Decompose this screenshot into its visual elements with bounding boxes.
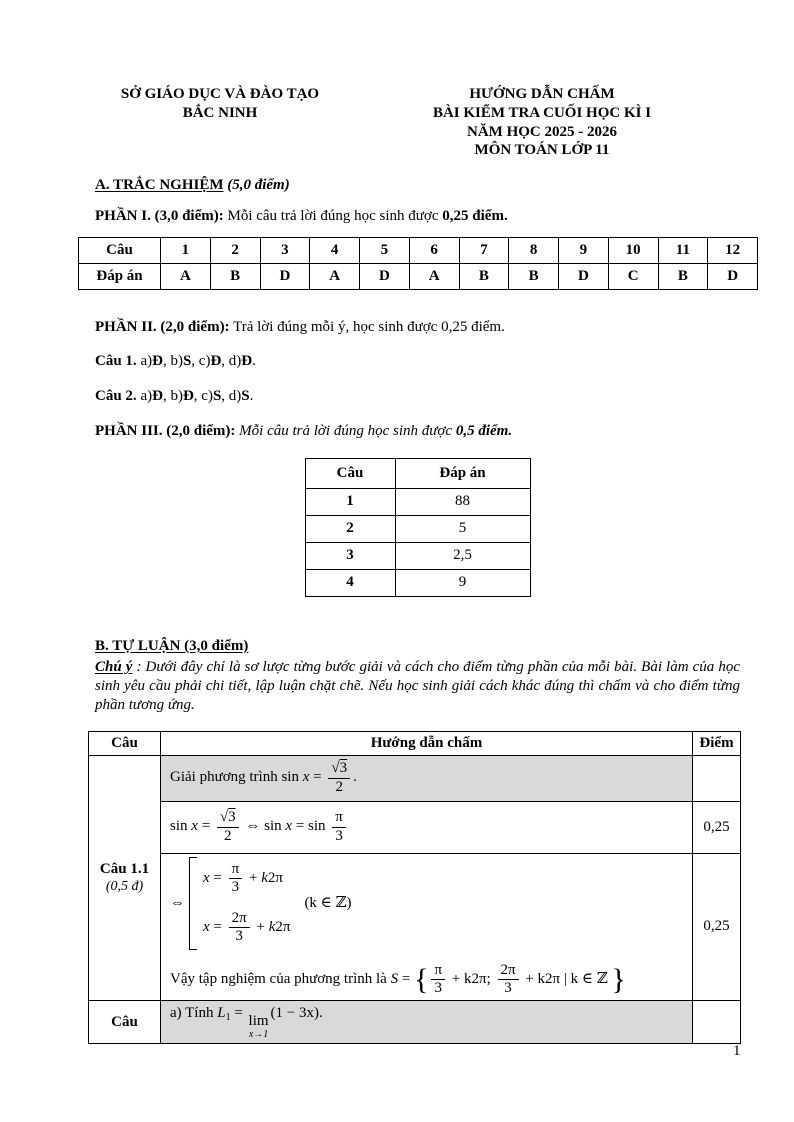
grading-header-cau: Câu: [89, 731, 161, 755]
math-2pi: 2π: [267, 869, 283, 886]
mc-question-row: [79, 237, 758, 263]
fraction-denominator: 3: [504, 979, 512, 996]
math-equals: =: [309, 769, 326, 786]
part3-answer-table: [305, 458, 531, 597]
mc-answer-cell: B: [509, 263, 559, 289]
cau2-c-value: S: [212, 388, 222, 404]
math-equals: =: [230, 1005, 247, 1021]
math-equals: =: [197, 818, 214, 835]
mc-answer-row: [79, 263, 758, 289]
question-points: (0,5 đ): [105, 879, 144, 895]
math-sin: sin: [281, 769, 303, 786]
math-subscript-1: 1: [225, 1012, 231, 1023]
fraction-denominator: 3: [434, 979, 442, 996]
set-tail-2: + k2π | k ∈ ℤ: [521, 970, 612, 987]
part3-question-cell: 1: [305, 488, 395, 515]
math-var-x: x: [285, 818, 293, 835]
fraction-2pi-over-3: [498, 962, 519, 998]
mc-row-header: Câu: [79, 237, 161, 263]
mc-question-cell: 11: [658, 237, 708, 263]
cau1-d-value: Đ: [241, 353, 253, 370]
math-var-k: k: [268, 919, 276, 936]
mc-question-cell: 1: [161, 237, 211, 263]
iff-symbol: ⇔: [241, 818, 265, 835]
points-cell-empty: [693, 755, 741, 801]
radicand: 3: [339, 760, 348, 777]
part3-header-row: [305, 458, 530, 488]
note-label: Chú ý: [95, 659, 133, 676]
cau2-b-value: Đ: [182, 388, 194, 404]
step1-cell: [161, 801, 693, 853]
cases-bracket: [189, 857, 290, 950]
cau1-c-value: Đ: [210, 353, 222, 370]
cau1-a-pre: a): [136, 353, 153, 370]
fraction-numerator: 2π: [498, 962, 519, 980]
part3-row: [305, 488, 530, 515]
fraction-denominator: 2: [224, 827, 232, 844]
step1-row: [89, 801, 741, 853]
math-var-x: x: [302, 769, 310, 786]
cau2-end: .: [249, 388, 254, 404]
question-id-cell: [89, 755, 161, 1001]
math-equals: =: [398, 970, 415, 987]
fraction-numerator: [328, 760, 350, 778]
part3-answer-cell: 88: [395, 488, 530, 515]
header-right-block: [345, 85, 739, 160]
mc-answer-cell: D: [708, 263, 758, 289]
cau1-b-value: S: [182, 353, 192, 370]
math-2pi: 2π: [275, 919, 291, 936]
solution-cases: [170, 857, 683, 950]
step2-cell: [161, 853, 693, 1001]
math-var-k: k: [261, 869, 268, 886]
part3-instruction: [95, 422, 740, 441]
mc-answer-cell: D: [360, 263, 410, 289]
cau2-d-value: S: [241, 388, 250, 404]
part3-question-cell: 4: [305, 569, 395, 596]
mc-question-cell: 5: [360, 237, 410, 263]
mc-row-header: Đáp án: [79, 263, 161, 289]
cau2-answers: [95, 387, 740, 406]
part3-question-cell: 3: [305, 542, 395, 569]
points-cell: 0,25: [693, 853, 741, 1001]
fraction-sqrt3-over-2: [217, 809, 239, 845]
right-brace: }: [611, 962, 626, 996]
mc-question-cell: 10: [608, 237, 658, 263]
part3-header-cau: Câu: [305, 458, 395, 488]
step2-row: [89, 853, 741, 1001]
part1-label: PHẦN I. (3,0 điểm):: [95, 207, 224, 224]
math-equals-sin: = sin: [292, 818, 330, 835]
note-paragraph: [95, 658, 740, 714]
fraction-denominator: 3: [231, 878, 240, 895]
part3-row: [305, 542, 530, 569]
cau2-c-pre: , c): [193, 388, 213, 404]
fraction-numerator: π: [332, 809, 346, 827]
mc-answer-cell: B: [658, 263, 708, 289]
page-number: 1: [733, 1043, 741, 1059]
next-problem-statement-cell: [161, 1001, 693, 1044]
cau2-b-pre: , b): [162, 388, 183, 404]
mc-answer-cell: A: [161, 263, 211, 289]
document-title: HƯỚNG DẪN CHẤM: [469, 86, 615, 102]
math-var-S: S: [390, 970, 399, 987]
part3-row: [305, 515, 530, 542]
mc-question-cell: 2: [210, 237, 260, 263]
section-b-title-text: B. TỰ LUẬN (3,0 điểm): [95, 637, 249, 654]
fraction-pi-over-3: [431, 962, 445, 998]
points-cell: 0,25: [693, 801, 741, 853]
grading-header-row: [89, 731, 741, 755]
fraction-numerator: π: [229, 861, 243, 879]
issuing-authority: SỞ GIÁO DỤC VÀ ĐÀO TẠO: [120, 86, 320, 102]
mc-answer-cell: A: [310, 263, 360, 289]
math-sin: sin: [170, 818, 192, 835]
cau1-a-value: Đ: [152, 353, 163, 370]
limit-operator: [249, 1014, 269, 1040]
cau2-label: Câu 2.: [95, 388, 137, 404]
part1-instruction: [95, 207, 740, 226]
mc-question-cell: 3: [260, 237, 310, 263]
k-integer-condition: (k ∈ ℤ): [304, 894, 352, 911]
limit-expression: (1 − 3x): [270, 1005, 319, 1021]
cau2-a-value: Đ: [152, 388, 163, 404]
part3-header-dapan: Đáp án: [395, 458, 530, 488]
mc-question-cell: 4: [310, 237, 360, 263]
question-id: Câu 1.1: [99, 860, 150, 877]
part3-text: Mỗi câu trả lời đúng học sinh được: [235, 422, 456, 439]
case-line-1: [203, 861, 290, 897]
school-year: NĂM HỌC 2025 - 2026: [467, 123, 617, 140]
part2-label: PHẦN II. (2,0 điểm):: [95, 318, 230, 335]
fraction-sqrt3-over-2: [328, 760, 350, 796]
fraction-denominator: 3: [335, 827, 343, 844]
cau1-label: Câu 1.: [95, 353, 137, 370]
problem-statement-cell: [161, 755, 693, 801]
fraction-numerator: 2π: [229, 910, 250, 928]
part3-answer-cell: 5: [395, 515, 530, 542]
fraction-numerator: [217, 809, 239, 827]
header-left-block: [95, 85, 345, 160]
math-sin: sin: [264, 818, 286, 835]
next-question-row: [89, 1001, 741, 1044]
fraction-denominator: 3: [235, 928, 243, 945]
grading-header-diem: Điểm: [693, 731, 741, 755]
part3-bold-text: 0,5 điểm.: [455, 422, 513, 439]
cau2-a-pre: a): [136, 388, 153, 404]
mc-question-cell: 8: [509, 237, 559, 263]
solution-conclusion: [170, 962, 683, 998]
math-var-L: L: [217, 1005, 226, 1021]
part2-instruction: [95, 318, 740, 337]
province-name: BẮC NINH: [182, 104, 258, 121]
problem-prefix: a) Tính: [170, 1005, 218, 1021]
problem-period: .: [353, 769, 357, 786]
cau1-b-pre: , b): [162, 353, 183, 370]
problem-period: .: [319, 1005, 323, 1021]
math-var-x: x: [191, 818, 198, 835]
iff-symbol: ⇔: [170, 894, 185, 911]
part3-answer-cell: 9: [395, 569, 530, 596]
math-equals: =: [209, 919, 226, 936]
math-equals: =: [209, 869, 226, 886]
part3-label: PHẦN III. (2,0 điểm):: [95, 422, 236, 439]
mc-answer-cell: B: [210, 263, 260, 289]
math-var-x: x: [203, 919, 210, 936]
mc-answer-cell: A: [409, 263, 459, 289]
mc-question-cell: 12: [708, 237, 758, 263]
lim-subscript: x→1: [248, 1029, 269, 1040]
fraction-denominator: 2: [335, 778, 343, 795]
cau1-end: .: [252, 353, 256, 370]
part1-bold-text: 0,25 điểm.: [442, 207, 508, 224]
note-text: : Dưới đây chỉ là sơ lược từng bước giải và cách cho điểm từng phần của mỗi bài. Bài làm của học sinh yêu cầu phải chi tiết, lập luận chặt chẽ. Nếu học sinh giải cách khác đúng thì chấm và cho điểm từng phần tương ứng.: [95, 659, 740, 713]
section-b-title: [95, 637, 740, 656]
points-cell-empty: [693, 1001, 741, 1044]
question-id-cell: Câu: [89, 1001, 161, 1044]
exam-name: BÀI KIỂM TRA CUỐI HỌC KÌ I: [432, 104, 652, 121]
fraction-numerator: π: [431, 962, 445, 980]
mc-answer-cell: D: [260, 263, 310, 289]
set-tail-1: + k2π;: [448, 970, 495, 987]
grading-header-hdc: Hướng dẫn chấm: [161, 731, 693, 755]
part2-text: Trả lời đúng mỗi ý, học sinh được 0,25 điểm.: [229, 318, 505, 335]
part3-question-cell: 2: [305, 515, 395, 542]
math-var-x: x: [203, 869, 210, 886]
cau1-c-pre: , c): [191, 353, 211, 370]
conclusion-text: Vậy tập nghiệm của phương trình là: [170, 970, 391, 987]
radical-sign: √: [219, 809, 229, 826]
lim-text: lim: [248, 1013, 269, 1029]
cau1-d-pre: , d): [221, 353, 242, 370]
part3-row: [305, 569, 530, 596]
mc-question-cell: 7: [459, 237, 509, 263]
mc-answer-cell: C: [608, 263, 658, 289]
fraction-2pi-over-3: [229, 910, 250, 946]
radical-sign: √: [331, 760, 340, 777]
mc-question-cell: 9: [559, 237, 609, 263]
section-a-title: [95, 176, 740, 195]
mc-question-cell: 6: [409, 237, 459, 263]
section-a-title-text: A. TRẮC NGHIỆM: [95, 177, 224, 193]
math-plus: +: [252, 919, 269, 936]
problem-prefix: Giải phương trình: [170, 769, 282, 786]
mc-answer-cell: D: [559, 263, 609, 289]
part3-answer-cell: 2,5: [395, 542, 530, 569]
cau2-d-pre: , d): [221, 388, 242, 404]
cau1-answers: [95, 352, 740, 371]
grading-table: [88, 731, 741, 1045]
section-a-title-points: (5,0 điểm): [223, 177, 290, 193]
document-header: [95, 85, 740, 160]
left-brace: {: [414, 962, 429, 996]
problem-row: [89, 755, 741, 801]
multiple-choice-answer-table: [78, 237, 758, 290]
part1-text: Mỗi câu trả lời đúng học sinh được: [223, 207, 443, 224]
subject-grade: MÔN TOÁN LỚP 11: [474, 142, 610, 159]
mc-answer-cell: B: [459, 263, 509, 289]
fraction-pi-over-3: [229, 861, 243, 897]
fraction-pi-over-3: [332, 809, 346, 845]
math-plus: +: [245, 869, 262, 886]
case-line-2: [203, 910, 290, 946]
radicand: 3: [228, 809, 236, 826]
